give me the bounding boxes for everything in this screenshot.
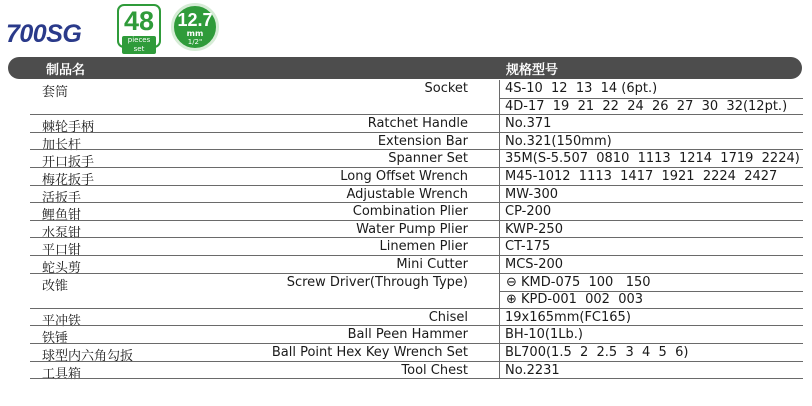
table-row <box>30 150 803 171</box>
column-divider <box>499 133 500 151</box>
product-name-en: Water Pump Plier <box>356 221 468 237</box>
product-name-cn: 平口钳 <box>42 243 82 259</box>
column-divider <box>499 115 500 133</box>
slotted-screw-icon: ⊖ <box>506 274 517 290</box>
drive-inch: 1/2" <box>187 38 203 46</box>
drive-unit: mm <box>186 29 204 38</box>
spec-value: 19x165mm(FC165) <box>505 309 631 325</box>
spec-value: BH-10(1Lb.) <box>505 327 583 343</box>
table-row <box>30 133 803 151</box>
product-name-en: Long Offset Wrench <box>340 169 468 184</box>
column-divider <box>499 344 500 362</box>
product-name-en: Extension Bar <box>377 133 468 149</box>
spec-value: 35M(S-5.507 0810 1113 1214 1719 2224) <box>505 151 800 167</box>
row-divider <box>30 378 803 379</box>
product-name-en: Chisel <box>428 309 468 325</box>
product-name-cn: 开口扳手 <box>42 155 95 171</box>
table-row <box>30 274 803 309</box>
column-divider <box>499 238 500 256</box>
product-name-cn: 球型内六角勾扳 <box>42 349 134 364</box>
column-divider <box>499 186 500 204</box>
spec-text: KMD-075 100 150 <box>521 274 651 290</box>
product-name-cn: 改锥 <box>42 278 69 294</box>
table-row <box>30 362 803 380</box>
table-row <box>30 80 803 115</box>
model-number: 700SG <box>6 20 82 48</box>
spec-text: KPD-001 002 003 <box>521 292 644 308</box>
column-divider <box>499 362 500 380</box>
spec-value: KWP-250 <box>505 221 563 237</box>
column-divider <box>499 221 500 239</box>
product-name-en: Combination Plier <box>352 204 468 220</box>
spec-value: M45-1012 1113 1417 1921 2224 2427 <box>505 169 778 184</box>
table-row <box>30 115 803 136</box>
product-name-cn: 水泵钳 <box>42 225 82 241</box>
product-name-cn: 工具箱 <box>42 366 82 382</box>
product-name-cn: 套筒 <box>42 85 69 100</box>
table-row <box>30 344 803 362</box>
spec-value: BL700(1.5 2 2.5 3 4 5 6) <box>505 345 689 360</box>
pieces-badge <box>117 4 161 53</box>
product-name-en: Spanner Set <box>388 151 468 167</box>
column-divider <box>499 326 500 344</box>
table-row <box>30 326 803 347</box>
product-name-cn: 蛇头剪 <box>42 261 82 276</box>
spec-value: 4S-10 12 13 14 (6pt.) <box>505 81 658 96</box>
product-name-en: Screw Driver(Through Type) <box>286 274 468 290</box>
spec-value: No.321(150mm) <box>505 133 612 149</box>
table-row <box>30 309 803 327</box>
product-name-cn: 平冲铁 <box>42 313 82 329</box>
table-row <box>30 238 803 259</box>
product-name-cn: 活扳手 <box>42 190 82 206</box>
spec-value: CP-200 <box>505 204 552 220</box>
spec-value: No.2231 <box>505 362 560 378</box>
product-name-cn: 棘轮手柄 <box>42 120 95 136</box>
spec-value: MCS-200 <box>505 257 564 272</box>
table-row <box>30 221 803 239</box>
column-divider <box>499 150 500 168</box>
column-spec-model: 规格型号 <box>506 63 559 78</box>
product-name-cn: 梅花扳手 <box>42 173 95 188</box>
product-name-en: Linemen Plier <box>379 239 468 255</box>
product-name-en: Tool Chest <box>401 362 468 378</box>
pieces-count: 48 <box>123 6 155 36</box>
table-row <box>30 203 803 224</box>
product-name-cn: 铁锤 <box>42 331 69 347</box>
pieces-label: pieces set <box>122 36 156 54</box>
spec-value <box>505 275 651 290</box>
product-name-en: Socket <box>424 81 468 96</box>
product-name-en: Ratchet Handle <box>367 116 468 132</box>
product-name-en: Adjustable Wrench <box>346 186 468 202</box>
column-divider <box>499 256 500 274</box>
table-header <box>8 57 802 79</box>
spec-value: 4D-17 19 21 22 24 26 27 30 32(12pt.) <box>505 98 788 114</box>
product-name-en: Mini Cutter <box>396 257 468 272</box>
column-divider <box>499 309 500 327</box>
product-name-cn: 加长杆 <box>42 137 82 153</box>
product-name-cn: 鲤鱼钳 <box>42 208 82 224</box>
table-row <box>30 168 803 186</box>
drive-size: 12.7 <box>177 10 213 30</box>
table-row <box>30 186 803 204</box>
product-name-en: Ball Point Hex Key Wrench Set <box>271 345 468 360</box>
drive-size-badge <box>171 3 219 51</box>
column-product-name: 制品名 <box>46 63 86 78</box>
spec-value: MW-300 <box>505 186 559 202</box>
column-divider <box>499 203 500 221</box>
spec-value: No.371 <box>505 116 552 132</box>
spec-value <box>505 292 643 307</box>
spec-value: CT-175 <box>505 239 551 255</box>
phillips-screw-icon: ⊕ <box>506 292 517 308</box>
column-divider <box>499 168 500 186</box>
product-name-en: Ball Peen Hammer <box>347 327 468 343</box>
table-row <box>30 256 803 274</box>
